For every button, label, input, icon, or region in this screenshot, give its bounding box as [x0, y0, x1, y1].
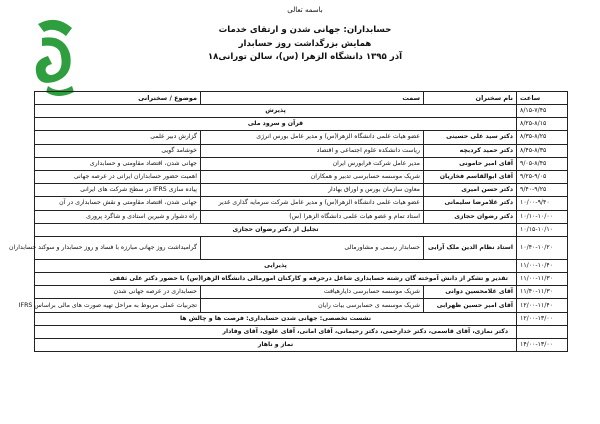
title-line-3: ۱۸آذر ۱۳۹۵ دانشگاه الزهرا (س)، سالن تورانی — [207, 52, 403, 62]
topic-cell: جهانی شدن، اقتصاد مقاومتی و نقش حسابداری در آن — [35, 197, 201, 210]
university-logo-icon — [28, 16, 82, 96]
table-row — [35, 223, 568, 236]
speaker-name-cell: دکتر غلامرضا سلیمانی — [424, 197, 517, 210]
bismillah: باسمه تعالی — [287, 6, 323, 14]
topic-cell: خوشامد گویی — [35, 144, 201, 157]
session-title-cell: پذیرش — [35, 105, 517, 118]
session-title-cell: نشست تخصصی: جهانی شدن حسابداری: فرصت ها و چالش ها — [35, 312, 517, 325]
time-cell: ۱۰/۰۰-۹/۴۰ — [517, 197, 568, 210]
topic-cell: تجربیات عملی مربوط به مراحل تهیه صورت های مالی براساس IFRS — [35, 299, 201, 312]
topic-cell: گرامیداشت روز جهانی مبارزه با فساد و روز حسابدار و سوکند حسابداران — [35, 236, 201, 259]
position-cell: معاون سازمان بورس و اوراق بهادار — [201, 184, 424, 197]
table-row — [35, 157, 568, 170]
table-row — [35, 299, 568, 312]
table-row — [35, 312, 568, 325]
session-title-cell: نماز و ناهار — [35, 339, 517, 352]
time-cell: ۱۰/۱۰-۱۰/۰۰ — [517, 210, 568, 223]
speaker-name-cell: دکتر حمید کردبچه — [424, 144, 517, 157]
position-cell: حسابدار رسمی و مشاورمالی — [201, 236, 424, 259]
table-row — [35, 286, 568, 299]
table-row — [35, 170, 568, 183]
table-row — [35, 118, 568, 131]
col-topic-header: موضوع / سخنرانی — [35, 92, 201, 105]
speaker-name-cell: آقای امیر حسین ظهرابی — [424, 299, 517, 312]
speaker-name-cell: آقای ابوالقاسم فخاریان — [424, 170, 517, 183]
col-position-header: سمت — [201, 92, 424, 105]
position-cell: عضو هیات علمی دانشگاه الزهرا(س) و مدیر عامل بورس انرژی — [201, 131, 424, 144]
document-header — [170, 6, 440, 65]
col-time-header: ساعت — [517, 92, 568, 105]
time-cell: ۱۱/۴۰-۱۱/۳۰ — [517, 286, 568, 299]
time-cell: ۸/۴۵-۸/۳۵ — [517, 144, 568, 157]
table-row — [35, 105, 568, 118]
position-cell: مدیر عامل شرکت فرابورس ایران — [201, 157, 424, 170]
time-cell — [517, 325, 568, 338]
session-title-cell: تقدیر و تشکر از دانش آموخته گان رشته حسابداری شاغل درحرفه و کارکنان امورمالی دانشگاه الزهرا(س) با حضور دکتر علی ثقفی — [35, 273, 517, 286]
session-title-cell: تجلیل از دکتر رضوان حجازی — [35, 223, 517, 236]
topic-cell: حسابداری در عرصه جهانی شدن — [35, 286, 201, 299]
table-row — [35, 325, 568, 338]
time-cell: ۱۲/۰۰-۱۱/۴۰ — [517, 299, 568, 312]
time-cell: ۹/۴۰-۹/۲۵ — [517, 184, 568, 197]
time-cell: ۱۴/۰۰-۱۳/۰۰ — [517, 339, 568, 352]
time-cell: ۸/۳۵-۸/۲۵ — [517, 131, 568, 144]
speaker-name-cell: استاد نظام الدین ملک آرایی — [424, 236, 517, 259]
table-row — [35, 184, 568, 197]
table-row — [35, 236, 568, 259]
session-title-cell: دکتر نمازی، آقای قاسمی، دکتر خدارحمی، دکتر رحیمانی، آقای امانی، آقای علوی، آقای وفادار — [35, 325, 517, 338]
time-cell: ۱۲/۰۰-۱۳/۰۰ — [517, 312, 568, 325]
table-row — [35, 210, 568, 223]
table-row — [35, 339, 568, 352]
speaker-name-cell: آقای غلامحسین دوانی — [424, 286, 517, 299]
session-title-cell: قرآن و سرود ملی — [35, 118, 517, 131]
table-header-row — [35, 92, 568, 105]
time-cell: ۹/۰۵-۸/۴۵ — [517, 157, 568, 170]
position-cell: عضو هیات علمی دانشگاه الزهرا(س) و مدیر عامل شرکت سرمایه گذاری غدیر — [201, 197, 424, 210]
speaker-name-cell: دکتر سید علی حسینی — [424, 131, 517, 144]
title-line-2: همایش بزرگداشت روز حسابدار — [238, 38, 372, 49]
position-cell: شریک موسسه حسابرسی دایارهیافت — [201, 286, 424, 299]
title-line-1: حسابداران: جهانی شدن و ارتقای خدمات — [218, 25, 392, 35]
topic-cell: اهمیت حضور حسابداران ایرانی در عرصه جهانی — [35, 170, 201, 183]
position-cell: ریاست دانشکده علوم اجتماعی و اقتصاد — [201, 144, 424, 157]
session-title-cell: پذیرایی — [35, 259, 517, 272]
time-cell: ۱۱/۰۰-۱۱/۳۰ — [517, 273, 568, 286]
table-row — [35, 144, 568, 157]
position-cell: شریک موسسه ی حسابرسی بیات رایان — [201, 299, 424, 312]
position-cell: شریک موسسه حسابرسی تدبیر و همکاران — [201, 170, 424, 183]
table-row — [35, 273, 568, 286]
speaker-name-cell: آقای امیر حامونی — [424, 157, 517, 170]
topic-cell: گزارش دبیر علمی — [35, 131, 201, 144]
time-cell: ۱۰/۴۰-۱۰/۲۰ — [517, 236, 568, 259]
table-row — [35, 259, 568, 272]
time-cell: ۱۰/۱۵-۱۰/۱۰ — [517, 223, 568, 236]
time-cell: ۹/۲۵-۹/۰۵ — [517, 170, 568, 183]
time-cell: ۱۱/۰۰-۱۰/۴۰ — [517, 259, 568, 272]
position-cell: استاد تمام و عضو هیات علمی دانشگاه الزهرا (س) — [201, 210, 424, 223]
schedule-table — [9, 91, 568, 352]
table-row — [35, 131, 568, 144]
topic-cell: پیاده سازی IFRS در سطح شرکت های ایرانی — [35, 184, 201, 197]
topic-cell: راه دشوار و شیرین استادی و شاگرد پروری — [35, 210, 201, 223]
time-cell: ۸/۲۵-۸/۱۵ — [517, 118, 568, 131]
speaker-name-cell: دکتر رضوان حجازی — [424, 210, 517, 223]
speaker-name-cell: دکتر حسن امیری — [424, 184, 517, 197]
table-row — [35, 197, 568, 210]
time-cell: ۸/۱۵-۷/۴۵ — [517, 105, 568, 118]
col-name-header: نام سخنران — [424, 92, 517, 105]
topic-cell: جهانی شدن، اقتصاد مقاومتی و حسابداری — [35, 157, 201, 170]
